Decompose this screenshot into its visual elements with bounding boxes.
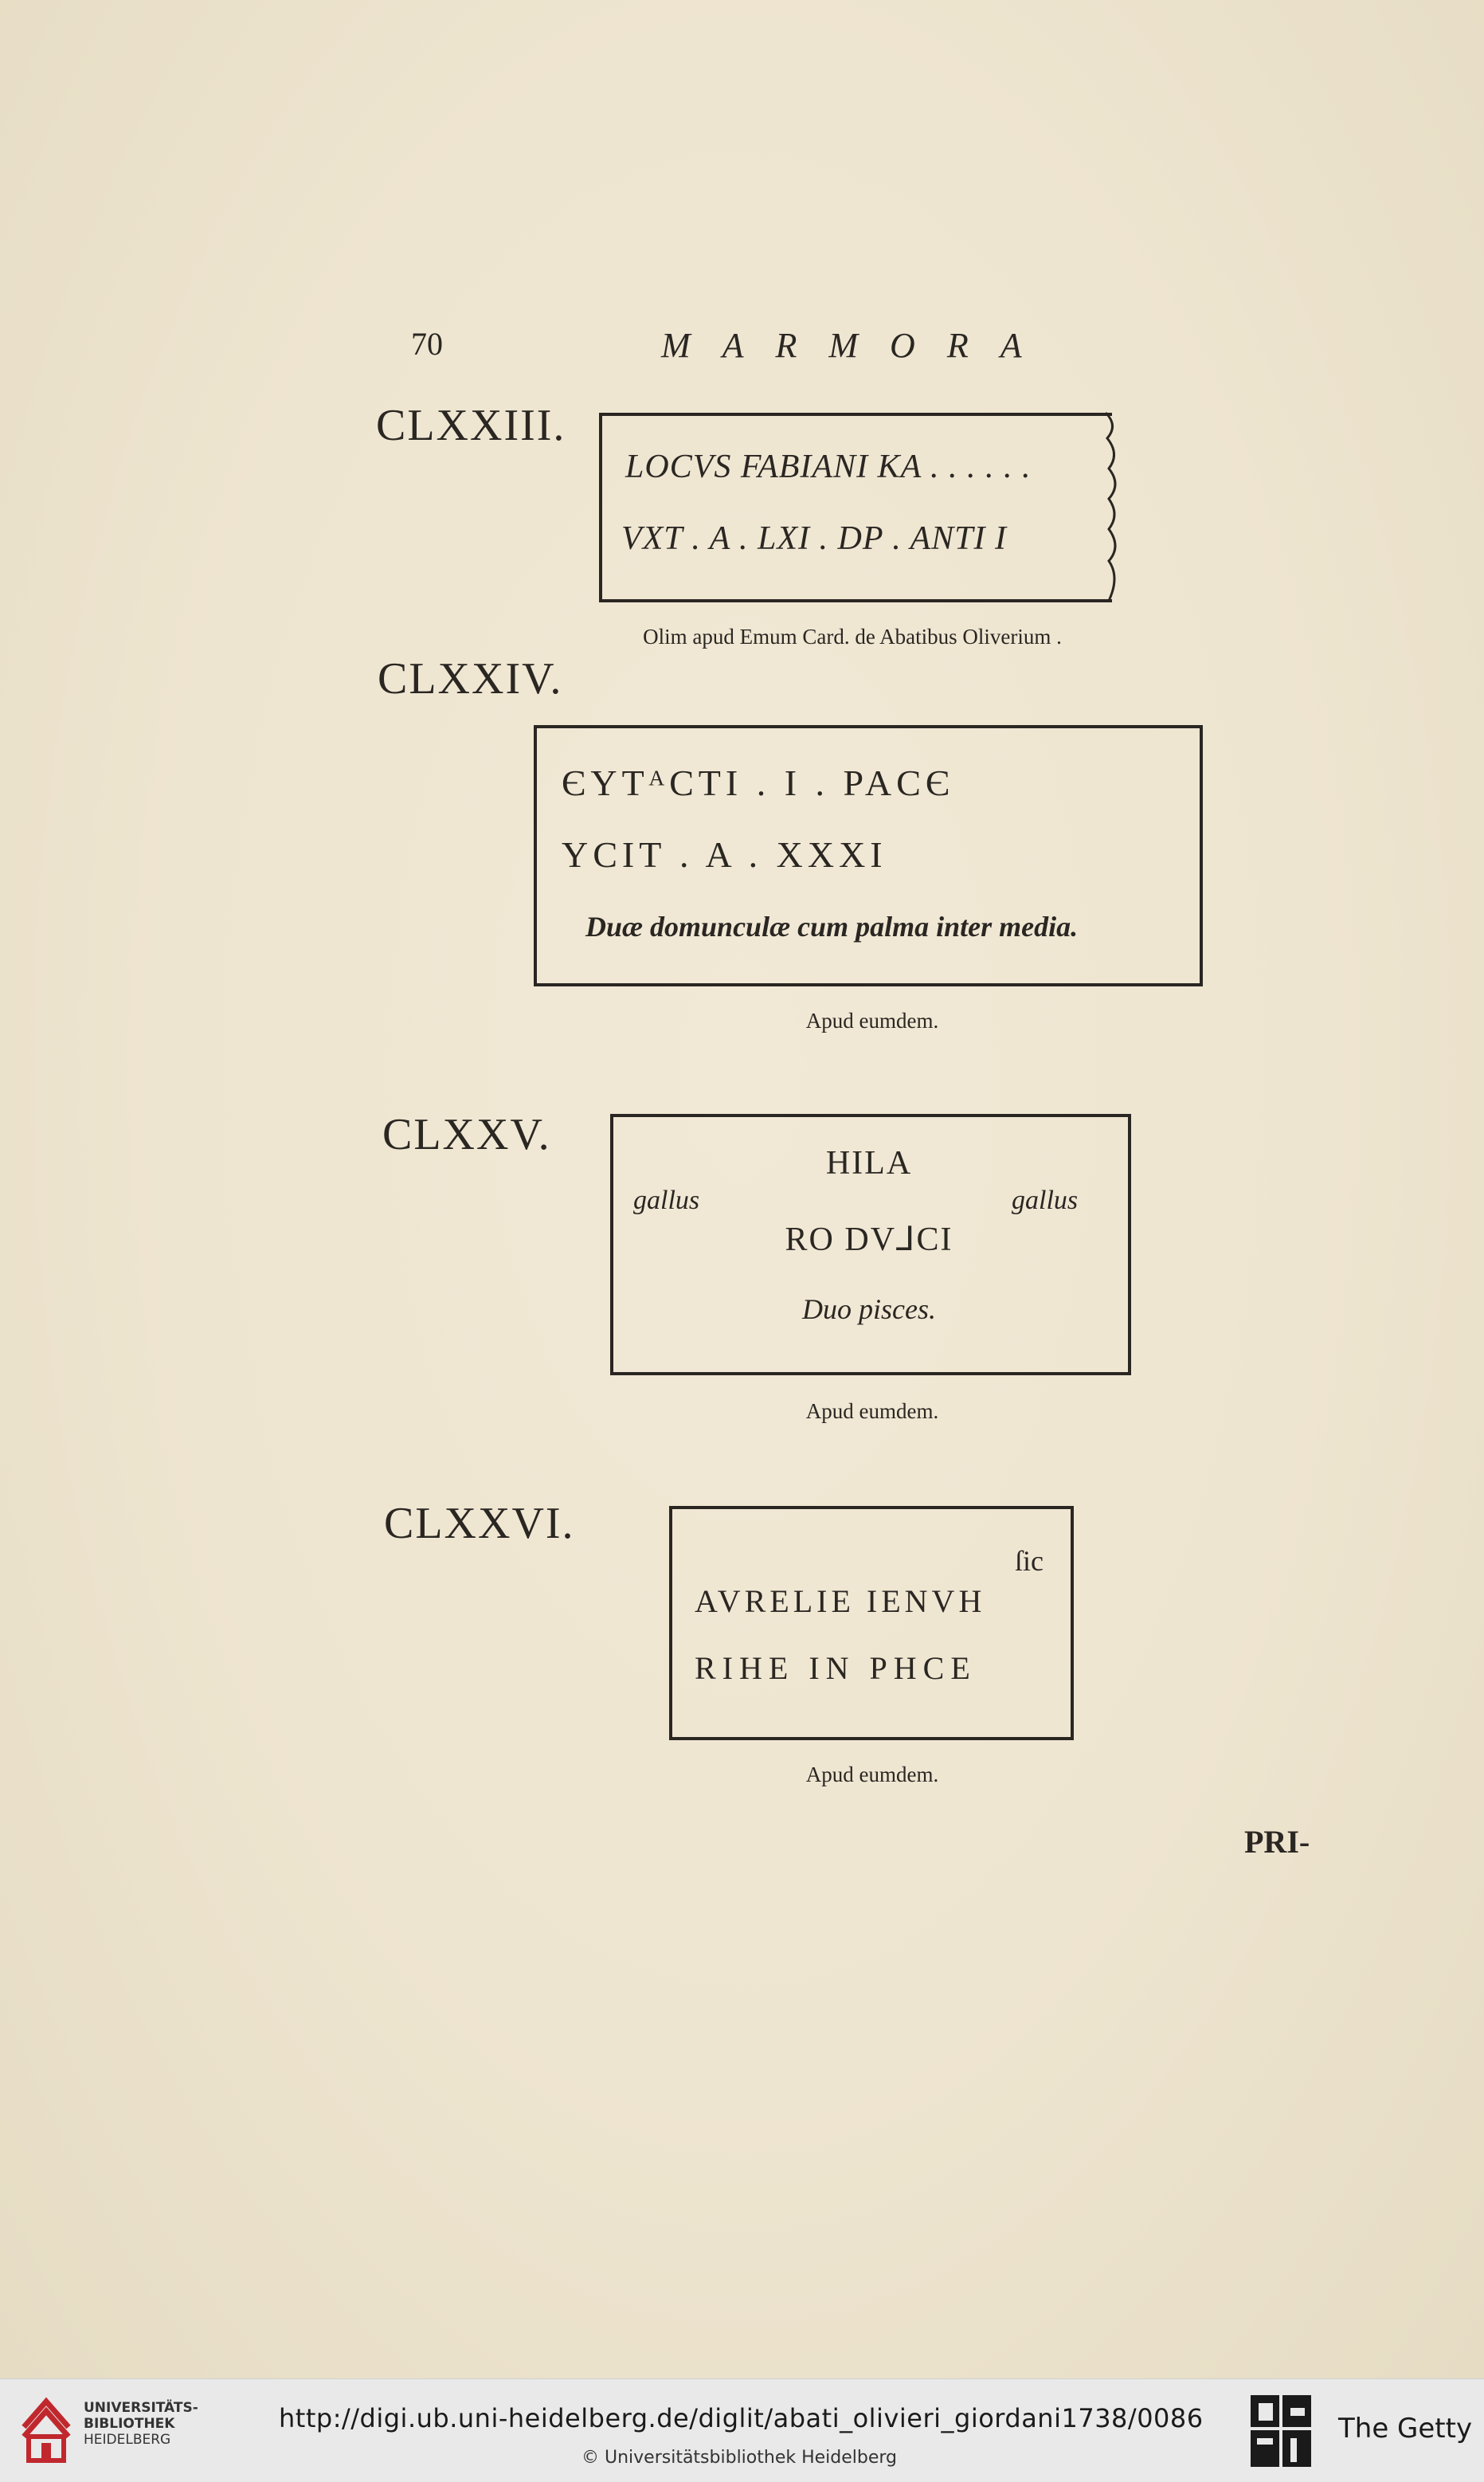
library-name-line: UNIVERSITÄTS- [84, 2400, 198, 2416]
broken-edge-mark [1099, 410, 1131, 604]
entry-numeral: CLXXVI. [384, 1499, 575, 1548]
permalink-url[interactable]: http://digi.ub.uni-heidelberg.de/diglit/abati_olivieri_giordani1738/0086 [279, 2403, 1204, 2433]
inscription-line: ΥϹΙΤ . Α . XXXΙ [562, 834, 887, 875]
inscription-side-word: gallus [633, 1186, 700, 1215]
page-number: 70 [411, 326, 443, 362]
inscription-line: AVRELIE IENVH [695, 1583, 986, 1619]
inscription-frame [669, 1506, 1074, 1740]
library-name-line: BIBLIOTHEK [84, 2416, 175, 2432]
inscription-line: LOCVS FABIANI KA . . . . . . [625, 449, 1032, 485]
inscription-note: Duo pisces. [802, 1293, 936, 1325]
entry-caption: Apud eumdem. [805, 1762, 939, 1786]
getty-logo-icon[interactable] [1249, 2394, 1313, 2470]
inscription-frame [599, 413, 1112, 602]
university-library-logo-icon[interactable] [18, 2395, 75, 2465]
library-name-line: HEIDELBERG [84, 2432, 171, 2448]
viewer-footer [0, 2378, 1484, 2482]
library-name [84, 2400, 198, 2448]
catchword: PRI- [1244, 1824, 1310, 1860]
inscription-side-word: gallus [1012, 1186, 1079, 1215]
inscription-line: HILA [825, 1145, 913, 1182]
running-title: MARMORA [661, 326, 1054, 365]
entry-caption: Apud eumdem. [805, 1009, 939, 1033]
entry-caption: Apud eumdem. [805, 1399, 939, 1423]
entry-numeral: CLXXV. [382, 1110, 551, 1159]
entry-numeral: CLXXIV. [378, 654, 563, 704]
inscription-line: RIHE IN PHCE [695, 1650, 977, 1686]
copyright-notice: © Universitätsbibliothek Heidelberg [581, 2448, 898, 2468]
entry-numeral: CLXXIII. [376, 401, 566, 450]
inscription-line: RO DV⅃CI [785, 1221, 953, 1258]
sic-note: ſic [1015, 1545, 1043, 1577]
inscription-line: VXT . A . LXI . DP . ANTI I [621, 520, 1008, 557]
entry-caption: Olim apud Emum Card. de Abatibus Oliverium . [643, 625, 1062, 649]
partner-name: The Getty [1338, 2413, 1473, 2445]
inscription-line: ЄΥΤᴬϹΤΙ . Ι . ΡΑϹЄ [562, 763, 955, 803]
inscription-note: Duæ domunculæ cum palma inter media. [585, 911, 1079, 943]
